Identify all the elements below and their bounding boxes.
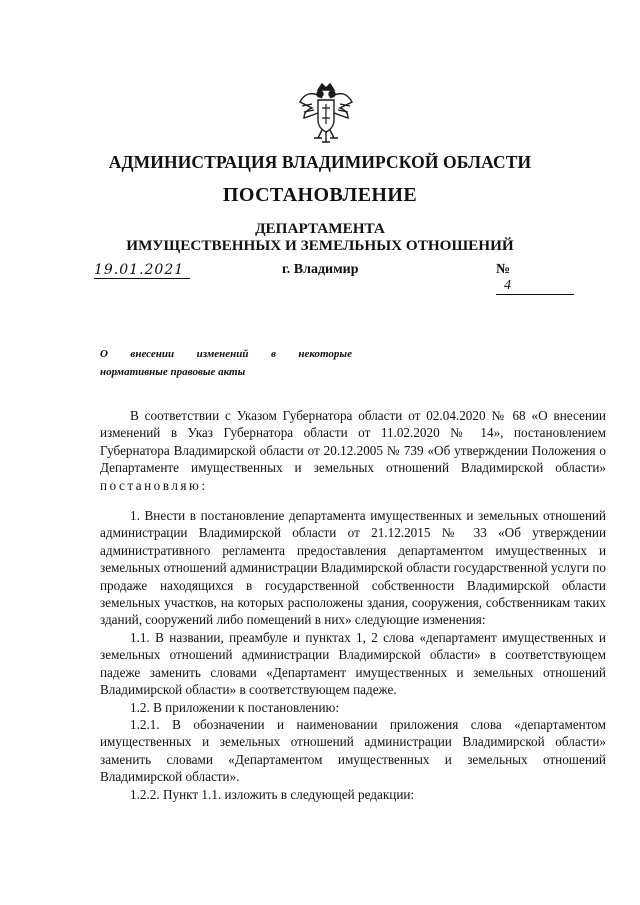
organization-title: АДМИНИСТРАЦИЯ ВЛАДИМИРСКОЙ ОБЛАСТИ: [108, 152, 532, 172]
document-type: ПОСТАНОВЛЕНИЕ: [222, 184, 418, 206]
paragraph-1-2-2: 1.2.2. Пункт 1.1. изложить в следующей редакции:: [130, 786, 415, 802]
department-title: [0, 220, 640, 254]
document-number-field: [496, 262, 584, 295]
preamble-text: В соответствии с Указом Губернатора области от 02.04.2020 № 68 «О внесении изменений в Указ Губернатора области от 11.02.2020 № 14», постановлением Губернатора Владимирской области от 20.12.2005 № 739 «Об утверждении Положения о Департаменте имущественных и земельных отношений Владимирской области»: [100, 408, 606, 476]
number-sign: №: [496, 262, 511, 277]
department-line-1: ДЕПАРТАМЕНТА: [255, 220, 385, 237]
document-city: г. Владимир: [282, 262, 359, 277]
subject-word: некоторые: [298, 348, 352, 360]
preamble-paragraph: [100, 407, 606, 494]
paragraph-1: 1. Внести в постановление департамента имущественных и земельных отношений администрации Владимирской области от 21.12.2015 № 33 «Об утверждении административного регламента предоставления департаментом имущественных и земельных отношений администрации Владимирской области государственной услуги по продаже находящихся в государственной собственности Владимирской области земельных участков, на которых расположены здания, сооружения, собственникам таких зданий, сооружений либо помещений в них» следующие изменения:: [100, 508, 606, 628]
paragraph-1-2: 1.2. В приложении к постановлению:: [130, 699, 340, 715]
resolution-word: постановляю:: [100, 477, 208, 493]
subject-word: в: [270, 348, 276, 360]
document-subject: [100, 345, 352, 381]
subject-word: изменений: [196, 348, 249, 360]
document-number: 4: [496, 278, 574, 295]
subject-word: О: [100, 348, 108, 360]
paragraph-1-1: 1.1. В названии, преамбуле и пунктах 1, 2 слова «департамент имущественных и земельных отношений администрации Владимирской области» в соответствующем падеже заменить словами «Департамент имущественных и земельных отношений Владимирской области» в соответствующем падеже.: [100, 629, 606, 698]
coat-of-arms-icon: [296, 80, 356, 144]
paragraph-1-2-1: 1.2.1. В обозначении и наименовании приложения слова «департаментом имущественных и земельных отношений администрации Владимирской области» заменить словами «Департаментом имущественных и земельных отношений Владимирской области».: [100, 716, 606, 785]
subject-line-1: [100, 345, 352, 363]
subject-word: внесении: [130, 348, 175, 360]
document-body: [100, 407, 606, 803]
subject-line-2: нормативные правовые акты: [100, 366, 246, 378]
document-date: 19.01.2021: [94, 262, 190, 279]
department-line-2: ИМУЩЕСТВЕННЫХ И ЗЕМЕЛЬНЫХ ОТНОШЕНИЙ: [126, 237, 514, 254]
